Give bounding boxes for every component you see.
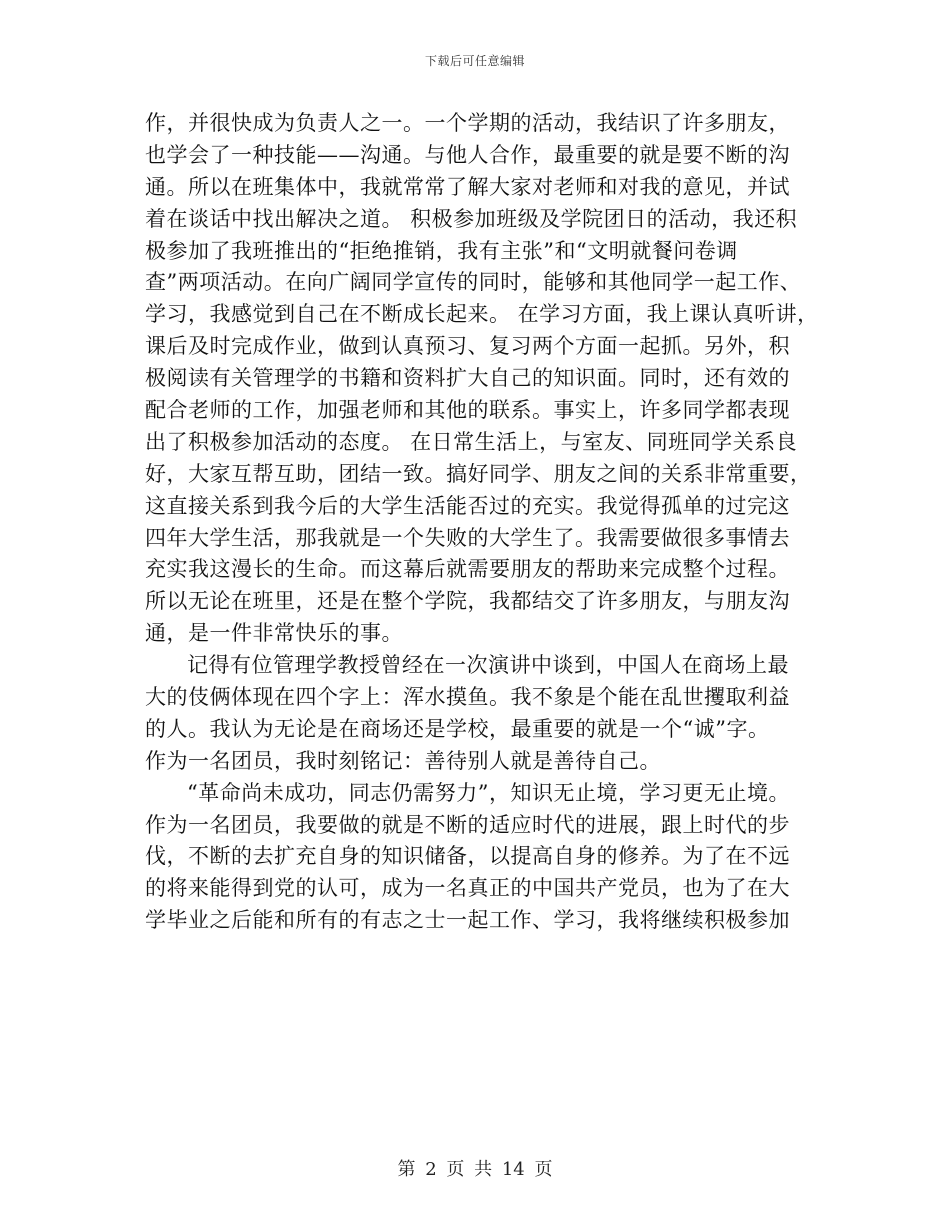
- text-line: 学习，我感觉到自己在不断成长起来。 在学习方面，我上课认真听讲，: [145, 302, 819, 327]
- text-line: 出了积极参加活动的态度。 在日常生活上，与室友、同班同学关系良: [145, 429, 798, 454]
- text-line: 着在谈话中找出解决之道。 积极参加班级及学院团日的活动，我还积: [145, 206, 798, 231]
- text-line: 通。所以在班集体中，我就常常了解大家对老师和对我的意见，并试: [145, 174, 790, 199]
- text-line: 查”两项活动。在向广阔同学宣传的同时，能够和其他同学一起工作、: [145, 270, 802, 295]
- text-line: 极阅读有关管理学的书籍和资料扩大自己的知识面。同时，还有效的: [145, 366, 790, 391]
- text-line: 作为一名团员，我要做的就是不断的适应时代的进展，跟上时代的步: [145, 812, 790, 837]
- text-line: 好，大家互帮互助，团结一致。搞好同学、朋友之间的关系非常重要，: [145, 461, 812, 486]
- text-line: 所以无论在班里，还是在整个学院，我都结交了许多朋友，与朋友沟: [145, 589, 790, 614]
- page-header-note: 下载后可任意编辑: [424, 54, 525, 68]
- text-line: 的将来能得到党的认可，成为一名真正的中国共产党员，也为了在大: [145, 876, 790, 901]
- paragraph-start-line: “革命尚未成功，同志仍需努力”，知识无止境，学习更无止境。: [187, 780, 790, 805]
- paragraph-start-line: 记得有位管理学教授曾经在一次演讲中谈到，中国人在商场上最: [187, 653, 789, 678]
- text-line: 也学会了一种技能——沟通。与他人合作，最重要的就是要不断的沟: [145, 142, 790, 167]
- text-line: 通，是一件非常快乐的事。: [145, 621, 403, 646]
- text-line: 课后及时完成作业，做到认真预习、复习两个方面一起抓。另外，积: [145, 334, 790, 359]
- text-line: 大的伎俩体现在四个字上：浑水摸鱼。我不象是个能在乱世攫取利益: [145, 685, 790, 710]
- page-number-footer: 第 2 页 共 14 页: [397, 1159, 553, 1180]
- text-line: 充实我这漫长的生命。而这幕后就需要朋友的帮助来完成整个过程。: [145, 557, 790, 582]
- text-line: 极参加了我班推出的“拒绝推销，我有主张”和“文明就餐问卷调: [145, 238, 738, 263]
- text-line: 这直接关系到我今后的大学生活能否过的充实。我觉得孤单的过完这: [145, 493, 790, 518]
- text-line: 伐，不断的去扩充自身的知识储备，以提高自身的修养。为了在不远: [145, 844, 790, 869]
- text-line: 的人。我认为无论是在商场还是学校，最重要的就是一个“诚”字。: [145, 716, 770, 741]
- document-body: [145, 108, 825, 937]
- text-line: 配合老师的工作，加强老师和其他的联系。事实上，许多同学都表现: [145, 398, 790, 423]
- text-line: 学毕业之后能和所有的有志之士一起工作、学习，我将继续积极参加: [145, 908, 790, 933]
- text-line: 作为一名团员，我时刻铭记：善待别人就是善待自己。: [145, 748, 661, 773]
- text-line: 四年大学生活，那我就是一个失败的大学生了。我需要做很多事情去: [145, 525, 790, 550]
- text-line: 作，并很快成为负责人之一。一个学期的活动，我结识了许多朋友，: [145, 111, 790, 135]
